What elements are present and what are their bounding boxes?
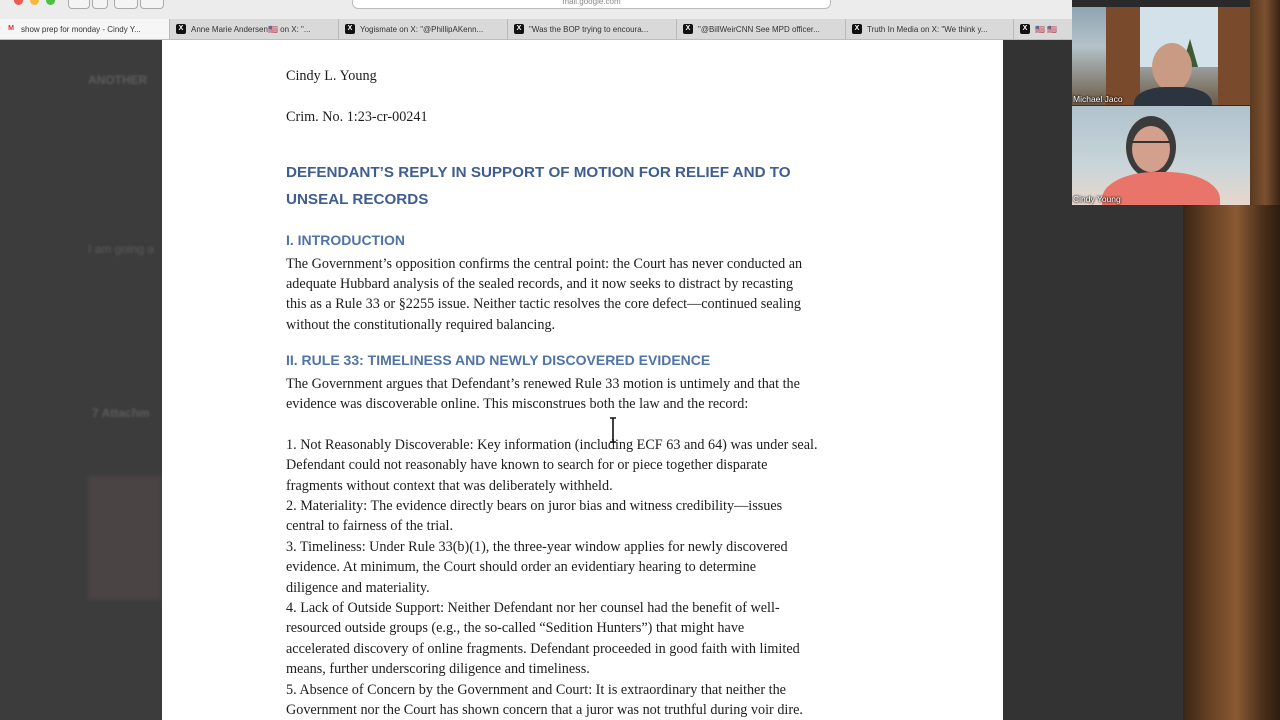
paragraph-line: The Government argues that Defendant’s renewed Rule 33 motion is untimely and that the [286, 376, 800, 392]
browser-toolbar [0, 0, 1072, 19]
background-text: 7 Attachm [92, 406, 150, 420]
background-scenery [1183, 205, 1280, 720]
tab-title: Anne Marie Andersen🇺🇸 on X: "... [191, 24, 311, 34]
paragraph-line: without the constitutionally required balancing. [286, 317, 556, 333]
list-item-line: diligence and materiality. [286, 580, 430, 596]
background-scenery [1250, 0, 1280, 205]
tab-title: Yogismate on X: "@PhillipAKenn... [360, 24, 484, 34]
participant-name: Michael Jaco [1073, 94, 1123, 104]
video-tile-michael[interactable] [1072, 7, 1250, 105]
list-item-line: accelerated discovery of online fragments. Defendant proceeded in good faith with limited [286, 641, 800, 657]
minimize-window-button[interactable] [30, 0, 39, 5]
video-tile-cindy[interactable] [1072, 106, 1250, 205]
window-frame [1106, 7, 1140, 105]
list-item-line: resourced outside groups (e.g., the so-called “Sedition Hunters”) that might have [286, 620, 745, 636]
tab-x-2[interactable] [339, 19, 508, 39]
list-item-line: Government nor the Court has shown concern that a juror was not truthful during voir dire. [286, 702, 803, 718]
tab-overview-button[interactable] [92, 0, 108, 9]
tab-title: Truth In Media on X: "We think y... [867, 24, 988, 34]
tab-gmail[interactable] [0, 19, 170, 39]
list-item-line: 5. Absence of Concern by the Government and Court: It is extraordinary that neither the [286, 682, 786, 698]
text-cursor-icon [608, 417, 618, 443]
tab-x-4[interactable] [677, 19, 846, 39]
document-viewer[interactable] [162, 40, 1003, 720]
x-icon: X [514, 24, 524, 34]
participant-body [1134, 87, 1212, 105]
list-item-line: 4. Lack of Outside Support: Neither Defendant nor her counsel had the benefit of well- [286, 600, 780, 616]
list-item-line: fragments without context that was deliberately withheld. [286, 478, 613, 494]
tab-title: "@BillWeirCNN See MPD officer... [698, 24, 820, 34]
defendant-name: Cindy L. Young [286, 68, 377, 84]
document-title: UNSEAL RECORDS [286, 191, 429, 208]
section-heading: II. RULE 33: TIMELINESS AND NEWLY DISCOVERED EVIDENCE [286, 352, 711, 368]
forward-button[interactable] [140, 0, 164, 9]
tab-title: show prep for monday - Cindy Y... [21, 24, 141, 34]
close-window-button[interactable] [14, 0, 23, 5]
paragraph-line: The Government’s opposition confirms the central point: the Court has never conducted an [286, 256, 803, 272]
list-item-line: evidence. At minimum, the Court should order an evidentiary hearing to determine [286, 559, 757, 575]
list-item-line: 2. Materiality: The evidence directly bears on juror bias and witness credibility—issues [286, 498, 783, 514]
tab-title: "Was the BOP trying to encoura... [529, 24, 649, 34]
list-item-line: means, further underscoring diligence and timeliness. [286, 661, 590, 677]
x-icon: X [852, 24, 862, 34]
gmail-icon: M [8, 25, 14, 32]
participant-name: Cindy Young [1073, 194, 1121, 204]
tab-x-1[interactable] [170, 19, 339, 39]
tab-strip [0, 19, 1072, 40]
background-text: I am going a [88, 242, 155, 256]
attachment-thumbnail [88, 476, 162, 600]
list-item-line: 1. Not Reasonably Discoverable: Key information (including ECF 63 and 64) was under seal. [286, 437, 818, 453]
back-button[interactable] [114, 0, 138, 9]
participant-face [1152, 43, 1192, 91]
window-frame [1218, 7, 1250, 105]
glasses-icon [1132, 141, 1170, 151]
sidebar-toggle-button[interactable] [68, 0, 90, 9]
x-icon: X [683, 24, 693, 34]
tab-x-5[interactable] [846, 19, 1014, 39]
section-heading: I. INTRODUCTION [286, 232, 405, 248]
tab-title: 🇺🇸 🇺🇸 [1035, 24, 1058, 34]
background-text: ANOTHER [88, 73, 148, 87]
maximize-window-button[interactable] [46, 0, 55, 5]
tab-x-6[interactable] [1014, 19, 1072, 39]
x-icon: X [176, 24, 186, 34]
x-icon: X [1020, 24, 1030, 34]
tab-x-3[interactable] [508, 19, 677, 39]
list-item-line: 3. Timeliness: Under Rule 33(b)(1), the three-year window applies for newly discovered [286, 539, 788, 555]
paragraph-line: evidence was discoverable online. This misconstrues both the law and the record: [286, 396, 749, 412]
paragraph-line: adequate Hubbard analysis of the sealed records, and it now seeks to distract by recasting [286, 276, 794, 292]
list-item-line: Defendant could not reasonably have known to search for or piece together disparate [286, 457, 768, 473]
paragraph-line: this as a Rule 33 or §2255 issue. Neither tactic resolves the core defect—continued sealing [286, 296, 801, 312]
case-number: Crim. No. 1:23-cr-00241 [286, 109, 428, 125]
x-icon: X [345, 24, 355, 34]
list-item-line: central to fairness of the trial. [286, 518, 454, 534]
address-bar[interactable]: mail.google.com [352, 0, 831, 9]
document-title: DEFENDANT’S REPLY IN SUPPORT OF MOTION FOR RELIEF AND TO [286, 164, 791, 181]
